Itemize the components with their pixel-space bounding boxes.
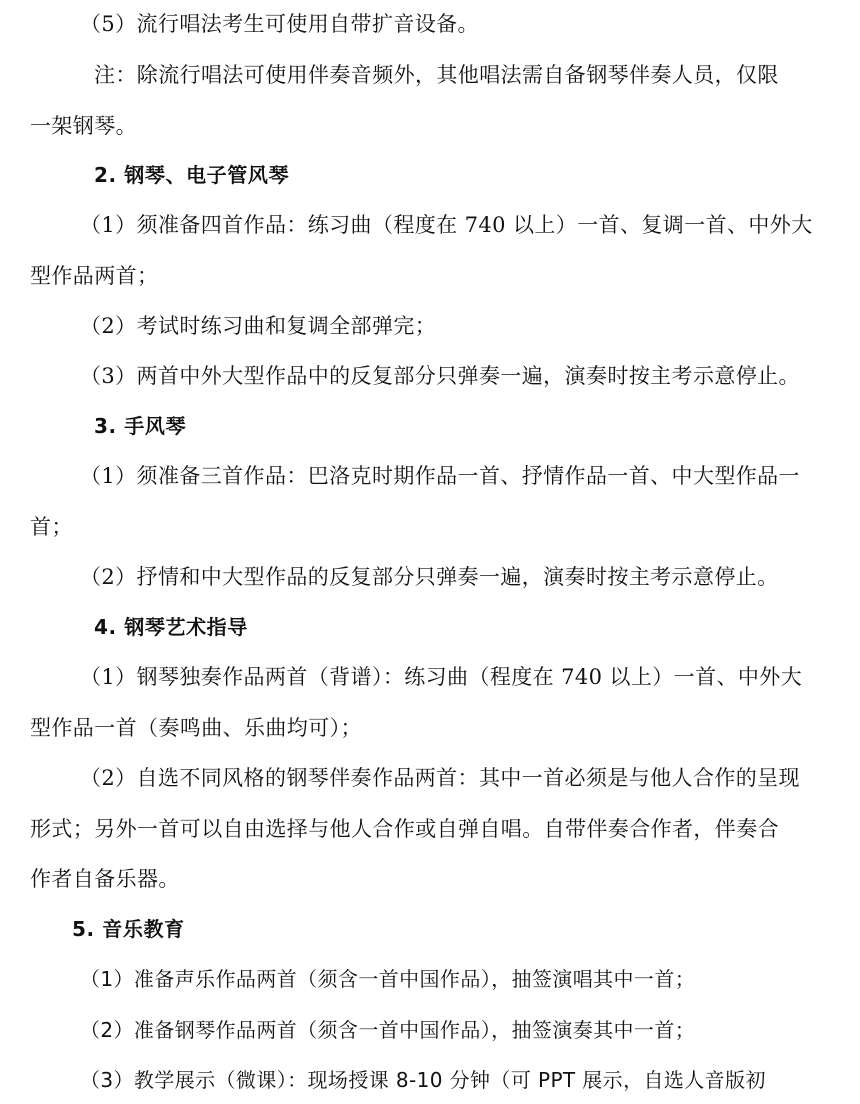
piano-item-3: （3）两首中外大型作品中的反复部分只弹奏一遍，演奏时按主考示意停止。 <box>80 364 800 388</box>
piano-item-2: （2）考试时练习曲和复调全部弹完； <box>80 314 437 338</box>
note-line-2: 一架钢琴。 <box>30 114 137 138</box>
accordion-item-2: （2）抒情和中大型作品的反复部分只弹奏一遍，演奏时按主考示意停止。 <box>80 565 779 589</box>
collab-item-1-line-1: （1）钢琴独奏作品两首（背谱）：练习曲（程度在 740 以上）一首、中外大 <box>80 665 803 689</box>
accordion-item-1-line-1: （1）须准备三首作品：巴洛克时期作品一首、抒情作品一首、中大型作品一 <box>80 464 800 488</box>
item-vocal-5: （5）流行唱法考生可使用自带扩音设备。 <box>80 12 479 36</box>
piano-item-1-line-1: （1）须准备四首作品：练习曲（程度在 740 以上）一首、复调一首、中外大 <box>80 213 813 237</box>
section-heading-piano-collab: 4. 钢琴艺术指导 <box>94 615 248 639</box>
note-line-1: 注：除流行唱法可使用伴奏音频外，其他唱法需自备钢琴伴奏人员，仅限 <box>94 63 779 87</box>
section-heading-accordion: 3. 手风琴 <box>94 414 187 438</box>
edu-item-2: （2）准备钢琴作品两首（须含一首中国作品），抽签演奏其中一首； <box>80 1018 696 1042</box>
collab-item-2-line-2: 形式；另外一首可以自由选择与他人合作或自弹自唱。自带伴奏合作者，伴奏合 <box>30 817 779 841</box>
edu-item-3: （3）教学展示（微课）：现场授课 8-10 分钟（可 PPT 展示，自选人音版初 <box>80 1068 766 1092</box>
piano-item-1-line-2: 型作品两首； <box>30 264 159 288</box>
edu-item-1: （1）准备声乐作品两首（须含一首中国作品），抽签演唱其中一首； <box>80 967 696 991</box>
section-heading-music-education: 5. 音乐教育 <box>72 917 185 941</box>
section-heading-piano: 2. 钢琴、电子管风琴 <box>94 163 290 187</box>
collab-item-2-line-3: 作者自备乐器。 <box>30 867 180 891</box>
collab-item-1-line-2: 型作品一首（奏鸣曲、乐曲均可）； <box>30 716 362 740</box>
collab-item-2-line-1: （2）自选不同风格的钢琴伴奏作品两首：其中一首必须是与他人合作的呈现 <box>80 766 800 790</box>
accordion-item-1-line-2: 首； <box>30 515 73 539</box>
